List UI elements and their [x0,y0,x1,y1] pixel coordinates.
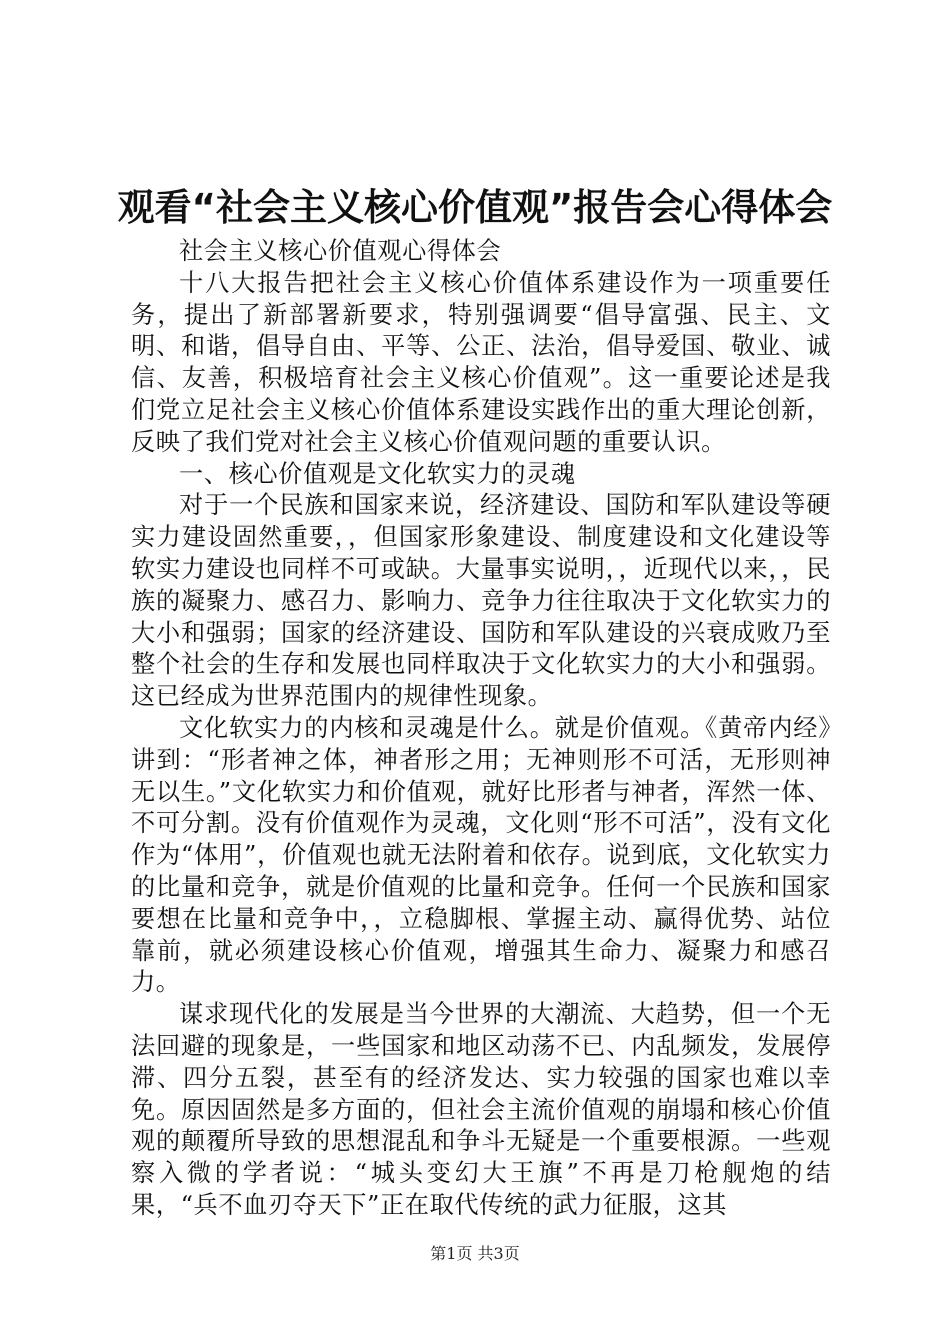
document-title: 观看“社会主义核心价值观”报告会心得体会 [117,186,833,229]
section-heading: 一、核心价值观是文化软实力的灵魂 [179,459,576,488]
page-number-footer: 第1页 共3页 [430,1244,520,1263]
paragraph: 对于一个民族和国家来说，经济建设、国防和军队建设等硬实力建设固然重要，，但国家形象建设、制度建设和文化建设等软实力建设也同样不可或缺。大量事实说明，，近现代以来，，民族的凝聚力、感召力、影响力、竞争力往往取决于文化软实力的大小和强弱；国家的经济建设、国防和军队建设的兴衰成败乃至整个社会的生存和发展也同样取决于文化软实力的大小和强弱。这已经成为世界范围内的规律性现象。 [131,491,831,711]
paragraph: 谋求现代化的发展是当今世界的大潮流、大趋势，但一个无法回避的现象是，一些国家和地区动荡不已、内乱频发，发展停滞、四分五裂，甚至有的经济发达、实力较强的国家也难以幸免。原因固然是多方面的，但社会主流价值观的崩塌和核心价值观的颠覆所导致的思想混乱和争斗无疑是一个重要根源。一些观察入微的学者说：“城头变幻大王旗”不再是刀枪舰炮的结果，“兵不血刃夺天下”正在取代传统的武力征服，这其 [131,1000,831,1219]
paragraph: 十八大报告把社会主义核心价值体系建设作为一项重要任务，提出了新部署新要求，特别强调要“倡导富强、民主、文明、和谐，倡导自由、平等、公正、法治，倡导爱国、敬业、诚信、友善，积极培育社会主义核心价值观”。这一重要论述是我们党立足社会主义核心价值体系建设实践作出的重大理论创新，反映了我们党对社会主义核心价值观问题的重要认识。 [131,268,831,456]
paragraph-subtitle: 社会主义核心价值观心得体会 [179,237,502,265]
document-body [131,236,831,1222]
paragraph: 文化软实力的内核和灵魂是什么。就是价值观。《黄帝内经》讲到：“形者神之体，神者形之用；无神则形不可活，无形则神无以生。”文化软实力和价值观，就好比形者与神者，浑然一体、不可分割。没有价值观作为灵魂，文化则“形不可活”，没有文化作为“体用”，价值观也就无法附着和依存。说到底，文化软实力的比量和竞争，就是价值观的比量和竞争。任何一个民族和国家要想在比量和竞争中，，立稳脚根、掌握主动、赢得优势、站位靠前，就必须建设核心价值观，增强其生命力、凝聚力和感召力。 [131,713,831,997]
